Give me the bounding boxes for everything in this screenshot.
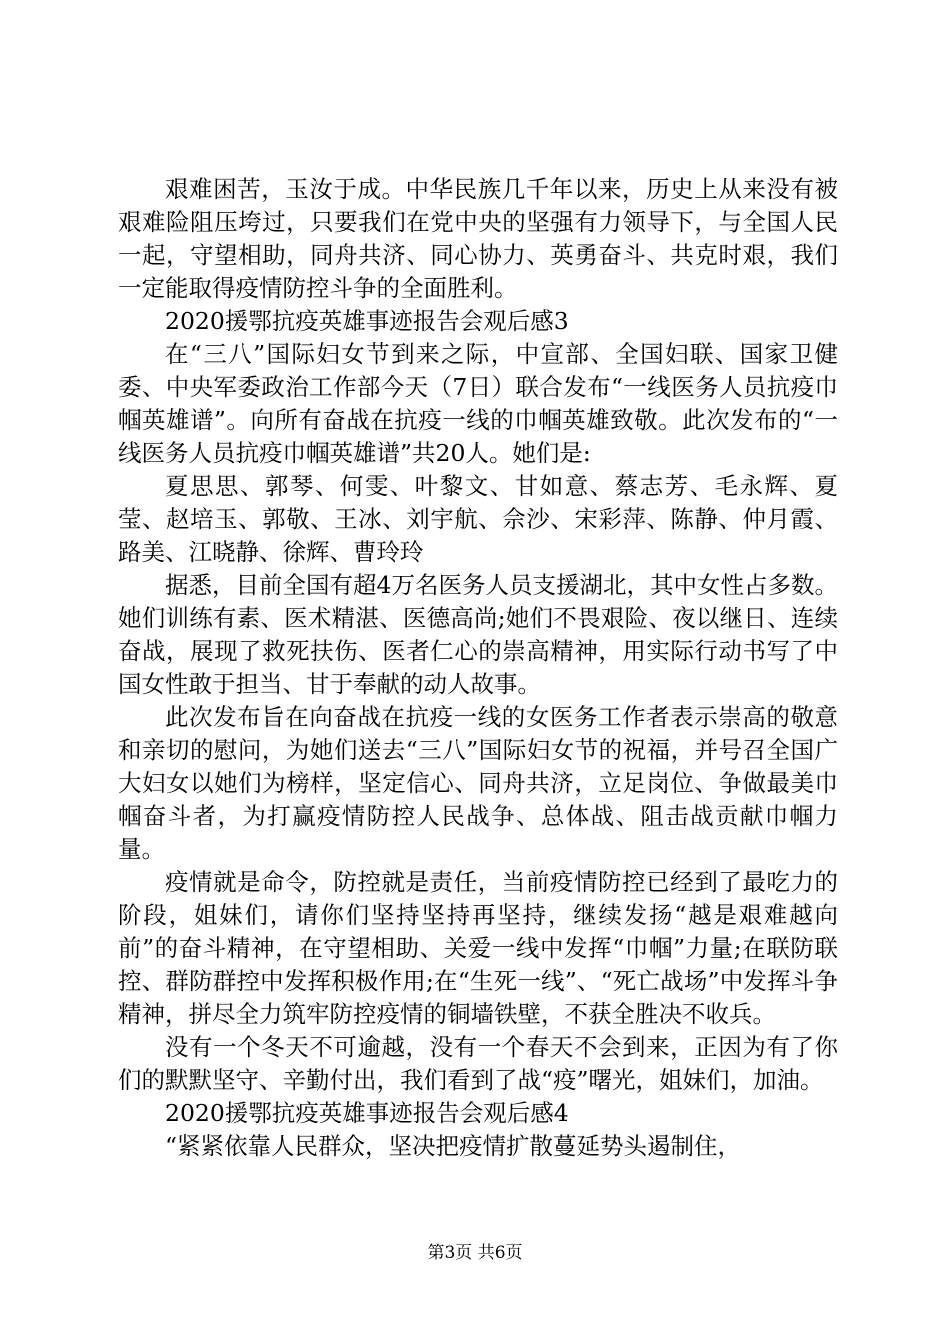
section-heading: 2020援鄂抗疫英雄事迹报告会观后感3 [165,307,569,335]
paragraph: 据悉，目前全国有超4万名医务人员支援湖北，其中女性占多数。她们训练有素、医术精湛、医德高尚;她们不畏艰险、夜以继日、连续奋战，展现了救死扶伤、医者仁心的崇高精神，用实际行动书写了中国女性敢于担当、甘于奉献的动人故事。 [118,571,838,698]
page-number: 第3页 共6页 [427,1243,523,1263]
document-body [118,173,838,1163]
page-footer [0,1242,950,1264]
paragraph: 疫情就是命令，防控就是责任，当前疫情防控已经到了最吃力的阶段，姐妹们，请你们坚持坚持再坚持，继续发扬“越是艰难越向前”的奋斗精神，在守望相助、关爱一线中发挥“巾帼”力量;在联防联控、群防群控中发挥积极作用;在“生死一线”、“死亡战场”中发挥斗争精神，拼尽全力筑牢防控疫情的铜墙铁壁，不获全胜决不收兵。 [118,868,838,1028]
paragraph: 艰难困苦，玉汝于成。中华民族几千年以来，历史上从来没有被艰难险阻压垮过，只要我们在党中央的坚强有力领导下，与全国人民一起，守望相助，同舟共济、同心协力、英勇奋斗、共克时艰，我们一定能取得疫情防控斗争的全面胜利。 [118,175,838,302]
paragraph: 没有一个冬天不可逾越，没有一个春天不会到来，正因为有了你们的默默坚守、辛勤付出，我们看到了战“疫”曙光，姐妹们，加油。 [118,1033,838,1094]
paragraph: 此次发布旨在向奋战在抗疫一线的女医务工作者表示崇高的敬意和亲切的慰问，为她们送去“三八”国际妇女节的祝福，并号召全国广大妇女以她们为榜样，坚定信心、同舟共济，立足岗位、争做最美巾帼奋斗者，为打赢疫情防控人民战争、总体战、阻击战贡献巾帼力量。 [118,703,838,863]
section-heading: 2020援鄂抗疫英雄事迹报告会观后感4 [165,1099,569,1127]
paragraph: “紧紧依靠人民群众，坚决把疫情扩散蔓延势头遏制住， [165,1132,742,1160]
paragraph: 夏思思、郭琴、何雯、叶黎文、甘如意、蔡志芳、毛永辉、夏莹、赵培玉、郭敬、王冰、刘宇航、佘沙、宋彩萍、陈静、仲月霞、路美、江晓静、徐辉、曹玲玲 [118,472,838,566]
paragraph: 在“三八”国际妇女节到来之际，中宣部、全国妇联、国家卫健委、中央军委政治工作部今天（7日）联合发布“一线医务人员抗疫巾帼英雄谱”。向所有奋战在抗疫一线的巾帼英雄致敬。此次发布的“一线医务人员抗疫巾帼英雄谱”共20人。她们是: [118,340,838,467]
